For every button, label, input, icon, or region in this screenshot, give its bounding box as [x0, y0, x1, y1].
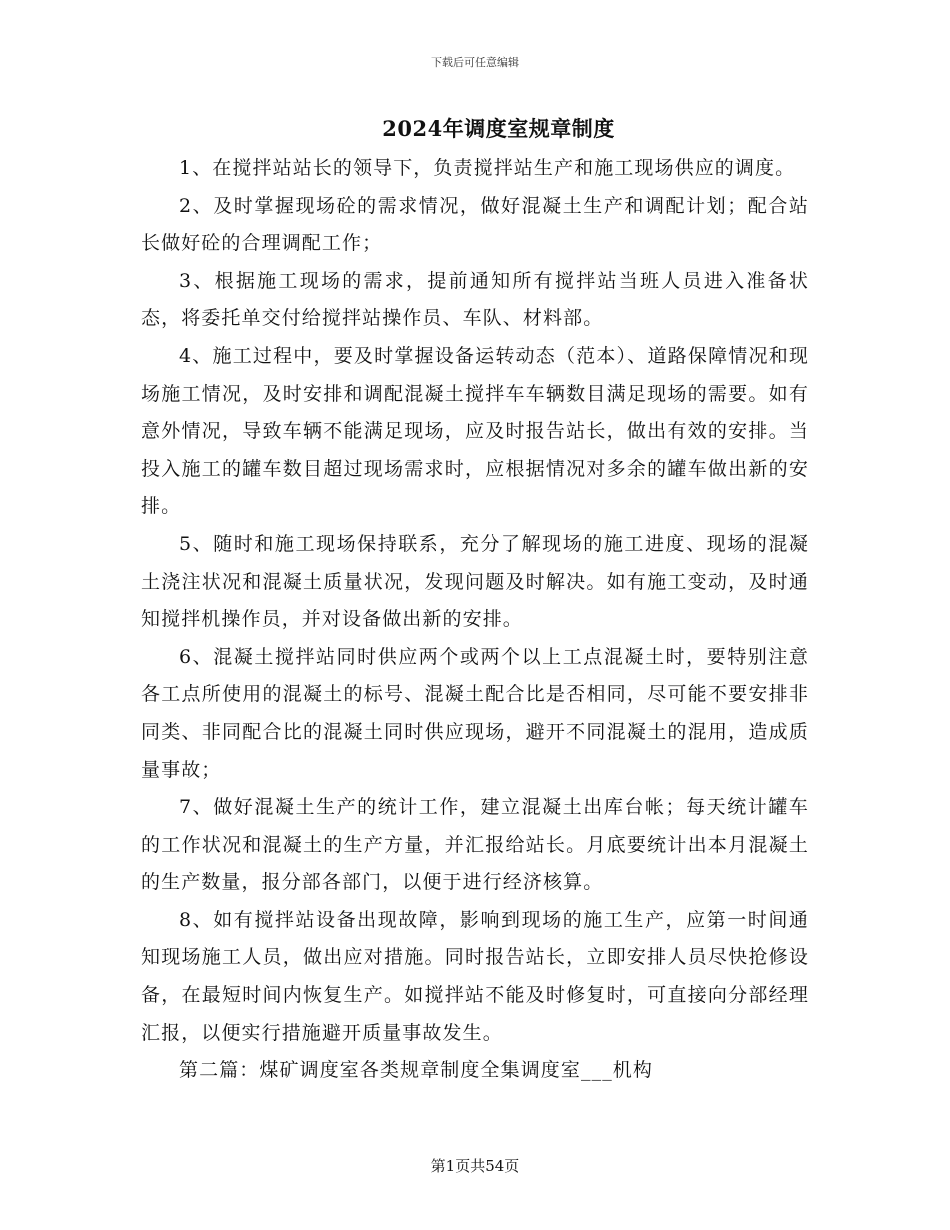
paragraph-7: 7、做好混凝土生产的统计工作，建立混凝土出库台帐；每天统计罐车的工作状况和混凝土的生产方量，并汇报给站长。月底要统计出本月混凝土的生产数量，报分部各部门，以便于进行经济核算。: [141, 796, 809, 894]
paragraph-8: 8、如有搅拌站设备出现故障，影响到现场的施工生产，应第一时间通知现场施工人员，做出应对措施。同时报告站长，立即安排人员尽快抢修设备，在最短时间内恢复生产。如搅拌站不能及时修复时，可直接向分部经理汇报，以便实行措施避开质量事故发生。: [141, 908, 809, 1044]
paragraph-2: 2、及时掌握现场砼的需求情况，做好混凝土生产和调配计划；配合站长做好砼的合理调配工作；: [141, 194, 809, 255]
document-title: 2024年调度室规章制度: [382, 116, 615, 141]
page-indicator: 第1页共54页: [430, 1157, 520, 1175]
paragraph-3: 3、根据施工现场的需求，提前通知所有搅拌站当班人员进入准备状态，将委托单交付给搅拌站操作员、车队、材料部。: [141, 269, 809, 330]
paragraph-5: 5、随时和施工现场保持联系，充分了解现场的施工进度、现场的混凝土浇注状况和混凝土质量状况，发现问题及时解决。如有施工变动，及时通知搅拌机操作员，并对设备做出新的安排。: [141, 532, 809, 631]
header-note: 下载后可任意编辑: [431, 56, 519, 69]
paragraph-6: 6、混凝土搅拌站同时供应两个或两个以上工点混凝土时，要特别注意各工点所使用的混凝土的标号、混凝土配合比是否相同，尽可能不要安排非同类、非同配合比的混凝土同时供应现场，避开不同混凝土的混用，造成质量事故；: [141, 645, 809, 781]
section-heading-part-2: 第二篇：煤矿调度室各类规章制度全集调度室___机构: [179, 1059, 654, 1082]
paragraph-4: 4、施工过程中，要及时掌握设备运转动态（范本）、道路保障情况和现场施工情况，及时安排和调配混凝土搅拌车车辆数目满足现场的需要。如有意外情况，导致车辆不能满足现场，应及时报告站长，做出有效的安排。当投入施工的罐车数目超过现场需求时，应根据情况对多余的罐车做出新的安排。: [141, 344, 809, 518]
document-body: [141, 150, 809, 1090]
paragraph-1: 1、在搅拌站站长的领导下，负责搅拌站生产和施工现场供应的调度。: [179, 157, 796, 179]
